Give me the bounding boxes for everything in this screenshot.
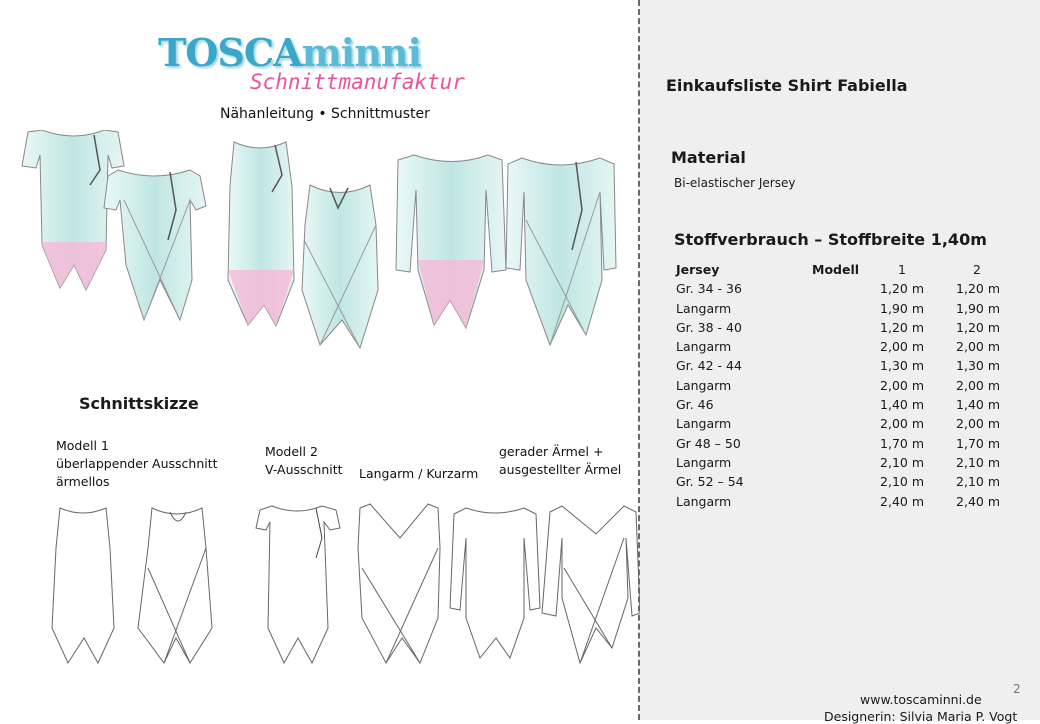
table-row: Langarm 2,00 m 2,00 m <box>676 416 1000 432</box>
page-number: 2 <box>1013 682 1021 696</box>
sketch-modell2-back <box>358 504 440 663</box>
table-row: Gr. 52 – 54 2,10 m 2,10 m <box>676 474 1000 490</box>
table-header-cell: Modell <box>812 262 860 277</box>
fabric-usage-heading: Stoffverbrauch – Stoffbreite 1,40m <box>674 230 987 249</box>
table-header-cell: Jersey <box>676 262 720 277</box>
label-sleeve-type: gerader Ärmel + ausgestellter Ärmel <box>499 444 622 477</box>
table-row: Langarm 1,90 m 1,90 m <box>676 300 1000 316</box>
label-modell1: Modell 1 überlappender Ausschnitt ärmellos <box>56 438 218 489</box>
shopping-list-title: Einkaufsliste Shirt Fabiella <box>666 76 908 95</box>
designer-credit: Designerin: Silvia Maria P. Vogt <box>824 709 1018 724</box>
table-row: Langarm 2,10 m 2,10 m <box>676 454 1000 470</box>
table-row: Langarm 2,40 m 2,40 m <box>676 493 1000 509</box>
table-row: Gr. 42 - 44 1,30 m 1,30 m <box>676 358 1000 374</box>
fabric-usage-table <box>676 262 1016 513</box>
label-modell2: Modell 2 V-Ausschnitt <box>265 444 343 477</box>
garment-shirt-1-back <box>104 170 206 320</box>
table-row: Langarm 2,00 m 2,00 m <box>676 339 1000 355</box>
table-row: Gr. 46 1,40 m 1,40 m <box>676 397 1000 413</box>
sketch-modell2-front <box>256 506 340 663</box>
sketch-modell1-front <box>52 508 114 663</box>
garment-shirt-2 <box>228 142 294 326</box>
sketch-longsleeve-flared <box>542 506 640 663</box>
brand-logo-tagline: Schnittmanufaktur <box>250 70 465 94</box>
sketch-modell1-back <box>138 508 212 663</box>
label-sleeve-length: Langarm / Kurzarm <box>359 466 479 481</box>
garment-illustrations <box>20 130 620 360</box>
brand-logo <box>158 30 488 100</box>
table-header-row <box>676 262 1016 281</box>
sketch-longsleeve-straight <box>450 508 540 658</box>
table-header-cell: 2 <box>973 262 981 277</box>
material-heading: Material <box>671 148 746 167</box>
garment-shirt-2-back <box>302 185 378 348</box>
material-text: Bi-elastischer Jersey <box>674 176 796 190</box>
website-link[interactable]: www.toscaminni.de <box>860 692 982 707</box>
table-row: Gr. 34 - 36 1,20 m 1,20 m <box>676 281 1000 297</box>
table-row: Gr 48 – 50 1,70 m 1,70 m <box>676 435 1000 451</box>
brand-logo-wordmark: TOSCAminni <box>158 30 421 75</box>
garment-shirt-4 <box>506 158 616 345</box>
table-header-cell: 1 <box>898 262 906 277</box>
garment-shirt-3 <box>396 155 506 328</box>
garment-shirt-1 <box>22 130 124 290</box>
technical-sketches <box>40 498 640 673</box>
subtitle: Nähanleitung • Schnittmuster <box>220 106 430 122</box>
table-row: Langarm 2,00 m 2,00 m <box>676 377 1000 393</box>
table-row: Gr. 38 - 40 1,20 m 1,20 m <box>676 319 1000 335</box>
sketch-title: Schnittskizze <box>79 394 199 413</box>
